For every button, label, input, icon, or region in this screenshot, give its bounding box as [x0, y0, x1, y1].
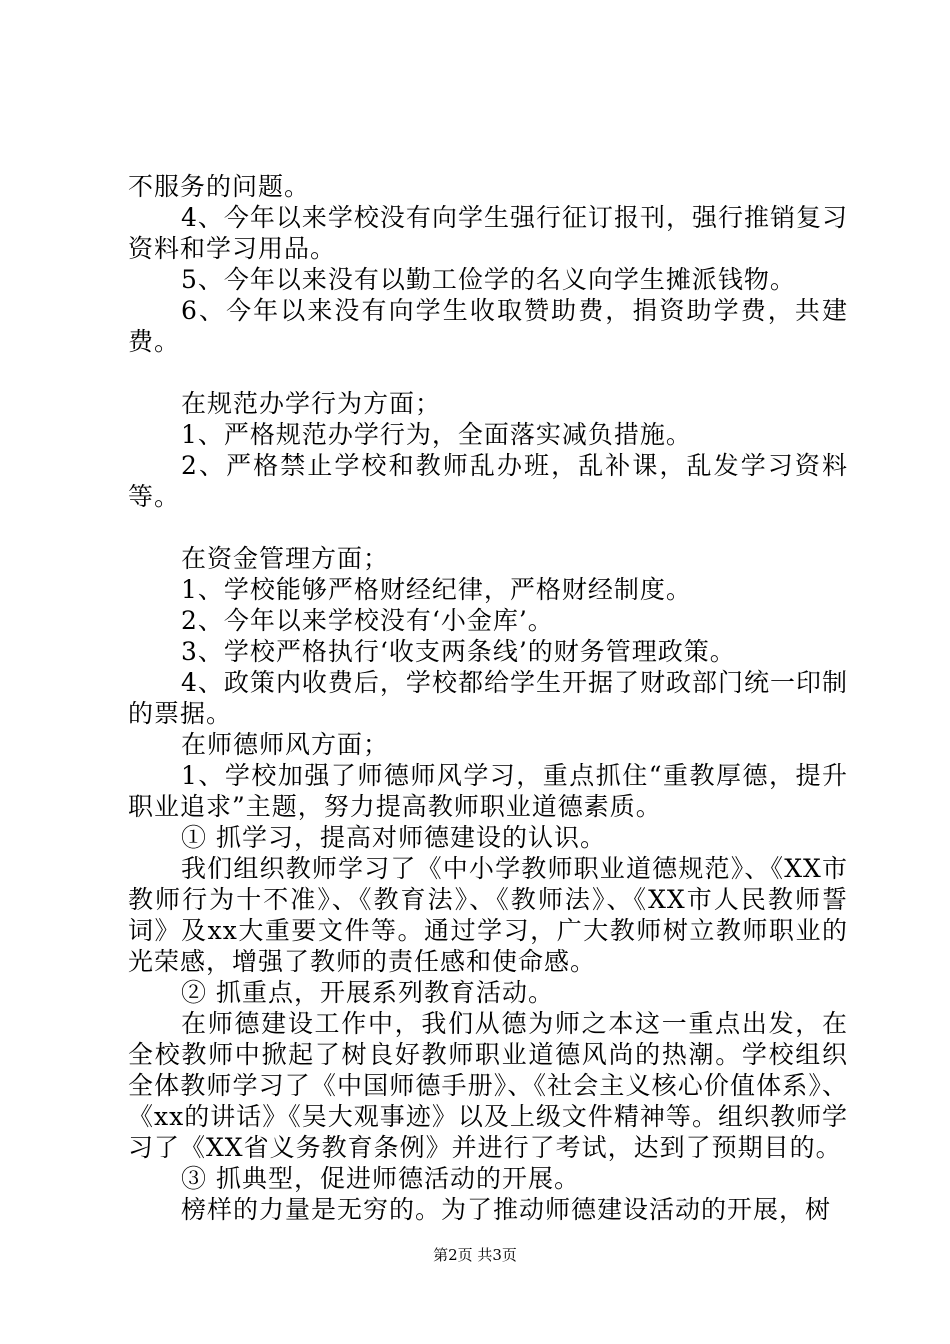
paragraph: 4、政策内收费后，学校都给学生开据了财政部门统一印制的票据。 [128, 668, 848, 728]
paragraph: ① 抓学习，提高对师德建设的认识。 [181, 823, 606, 852]
paragraph-gap [128, 512, 848, 543]
paragraph: 2、严格禁止学校和教师乱办班，乱补课，乱发学习资料等。 [128, 451, 848, 511]
paragraph: 在规范办学行为方面； [181, 389, 442, 418]
paragraph: 3、学校严格执行‘收支两条线’的财务管理政策。 [181, 637, 736, 666]
paragraph: 在师德师风方面； [181, 730, 390, 759]
paragraph: 我们组织教师学习了《中小学教师职业道德规范》、《XX市教师行为十不准》、《教育法》、《教师法》、《XX市人民教师誓词》及xx大重要文件等。通过学习，广大教师树立教师职业的光荣感，增强了教师的责任感和使命感。 [128, 854, 848, 976]
paragraph: 1、学校能够严格财经纪律，严格财经制度。 [181, 575, 692, 604]
paragraph: 6、今年以来没有向学生收取赞助费，捐资助学费，共建费。 [128, 296, 848, 356]
paragraph: ③ 抓典型，促进师德活动的开展。 [181, 1164, 580, 1193]
document-body [128, 171, 848, 1225]
paragraph: 榜样的力量是无穷的。为了推动师德建设活动的开展，树 [181, 1195, 832, 1224]
paragraph: 2、今年以来学校没有‘小金库’。 [181, 606, 554, 635]
paragraph: 不服务的问题。 [128, 172, 311, 201]
paragraph: 5、今年以来没有以勤工俭学的名义向学生摊派钱物。 [181, 265, 796, 294]
paragraph: 1、学校加强了师德师风学习，重点抓住“重教厚德，提升职业追求”主题，努力提高教师职业道德素质。 [128, 761, 848, 821]
paragraph: ② 抓重点，开展系列教育活动。 [181, 978, 554, 1007]
paragraph: 在资金管理方面； [181, 544, 390, 573]
paragraph: 4、今年以来学校没有向学生强行征订报刊，强行推销复习资料和学习用品。 [128, 203, 848, 263]
page-footer: 第2页 共3页 [433, 1246, 517, 1264]
paragraph: 1、严格规范办学行为，全面落实减负措施。 [181, 420, 692, 449]
paragraph: 在师德建设工作中，我们从德为师之本这一重点出发，在全校教师中掀起了树良好教师职业道德风尚的热潮。学校组织全体教师学习了《中国师德手册》、《社会主义核心价值体系》、《xx的讲话》《吴大观事迹》以及上级文件精神等。组织教师学习了《XX省义务教育条例》并进行了考试，达到了预期目的。 [128, 1009, 848, 1162]
paragraph-gap [128, 357, 848, 388]
